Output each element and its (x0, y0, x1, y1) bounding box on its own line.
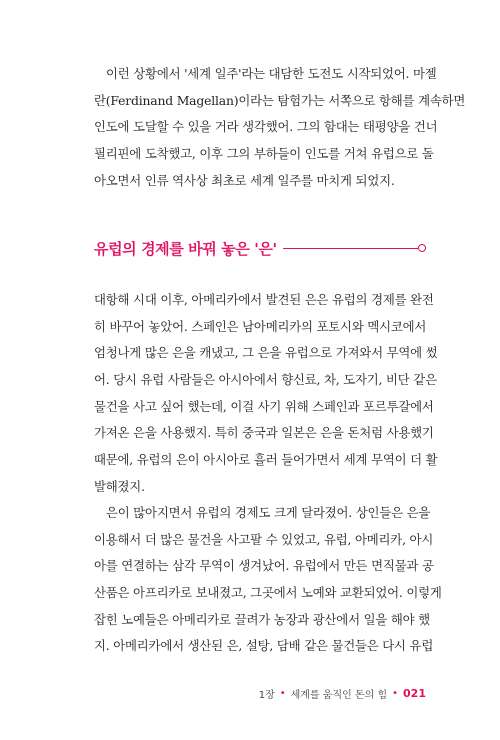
paragraph-magellan (94, 61, 466, 194)
text-line: 이용해서 더 많은 물건을 사고팔 수 있었고, 유럽, 아메리카, 아시 (94, 531, 434, 547)
page-number: 021 (403, 687, 426, 700)
text-line: 때문에, 유럽의 은이 아시아로 흘러 들어가면서 세계 무역이 더 활 (94, 452, 438, 468)
section-heading (94, 235, 426, 261)
text-line: 란(Ferdinand Magellan)이라는 탐험가는 서쪽으로 항해를 계속하면 (94, 92, 466, 108)
text-line: 아를 연결하는 삼각 무역이 생겨났어. 유럽에서 만든 면직물과 공 (94, 558, 434, 574)
text-line: 히 바꾸어 놓았어. 스페인은 남아메리카의 포토시와 멕시코에서 (94, 318, 427, 334)
heading-end-dot (418, 244, 426, 252)
text-line: 산품은 아프리카로 보내졌고, 그곳에서 노예와 교환되었어. 이렇게 (94, 585, 442, 601)
paragraph-silver-economy (94, 287, 438, 501)
text-line: 엄청나게 많은 은을 캐냈고, 그 은을 유럽으로 가져와서 무역에 썼 (94, 345, 438, 361)
text-line: 지. 아메리카에서 생산된 은, 설탕, 담배 같은 물건들은 다시 유럽 (94, 638, 434, 654)
paragraph-triangle-trade (94, 500, 442, 660)
page-footer (259, 686, 426, 701)
footer-chapter: 1장 (258, 690, 275, 701)
section-title: 유럽의 경제를 바꿔 놓은 '은' (94, 239, 277, 258)
text-line: 발해졌지. (94, 478, 145, 494)
text-line: 어. 당시 유럽 사람들은 아시아에서 향신료, 차, 도자기, 비단 같은 (94, 372, 437, 388)
text-line: 가져온 은을 사용했지. 특히 중국과 일본은 은을 돈처럼 사용했기 (94, 425, 434, 441)
text-line: 이런 상황에서 '세계 일주'라는 대담한 도전도 시작되었어. 마젤 (106, 66, 437, 81)
text-line: 잡힌 노예들은 아메리카로 끌려가 농장과 광산에서 일을 해야 했 (94, 611, 430, 627)
text-line: 아오면서 인류 역사상 최초로 세계 일주를 마치게 되었지. (94, 172, 395, 188)
footer-separator: • (279, 688, 286, 699)
heading-rule-line (283, 248, 418, 249)
text-line: 필리핀에 도착했고, 이후 그의 부하들이 인도를 거쳐 유럽으로 돌 (94, 146, 434, 162)
text-line: 인도에 도달할 수 있을 거라 생각했어. 그의 함대는 태평양을 건너 (94, 119, 438, 135)
footer-chapter-title: 세계를 움직인 돈의 힘 (290, 690, 388, 701)
text-line: 대항해 시대 이후, 아메리카에서 발견된 은은 유럽의 경제를 완전 (94, 292, 434, 307)
text-line: 은이 많아지면서 유럽의 경제도 크게 달라졌어. 상인들은 은을 (106, 505, 431, 520)
text-line: 물건을 사고 싶어 했는데, 이걸 사기 위해 스페인과 포르투갈에서 (94, 398, 434, 414)
footer-separator: • (392, 688, 399, 699)
